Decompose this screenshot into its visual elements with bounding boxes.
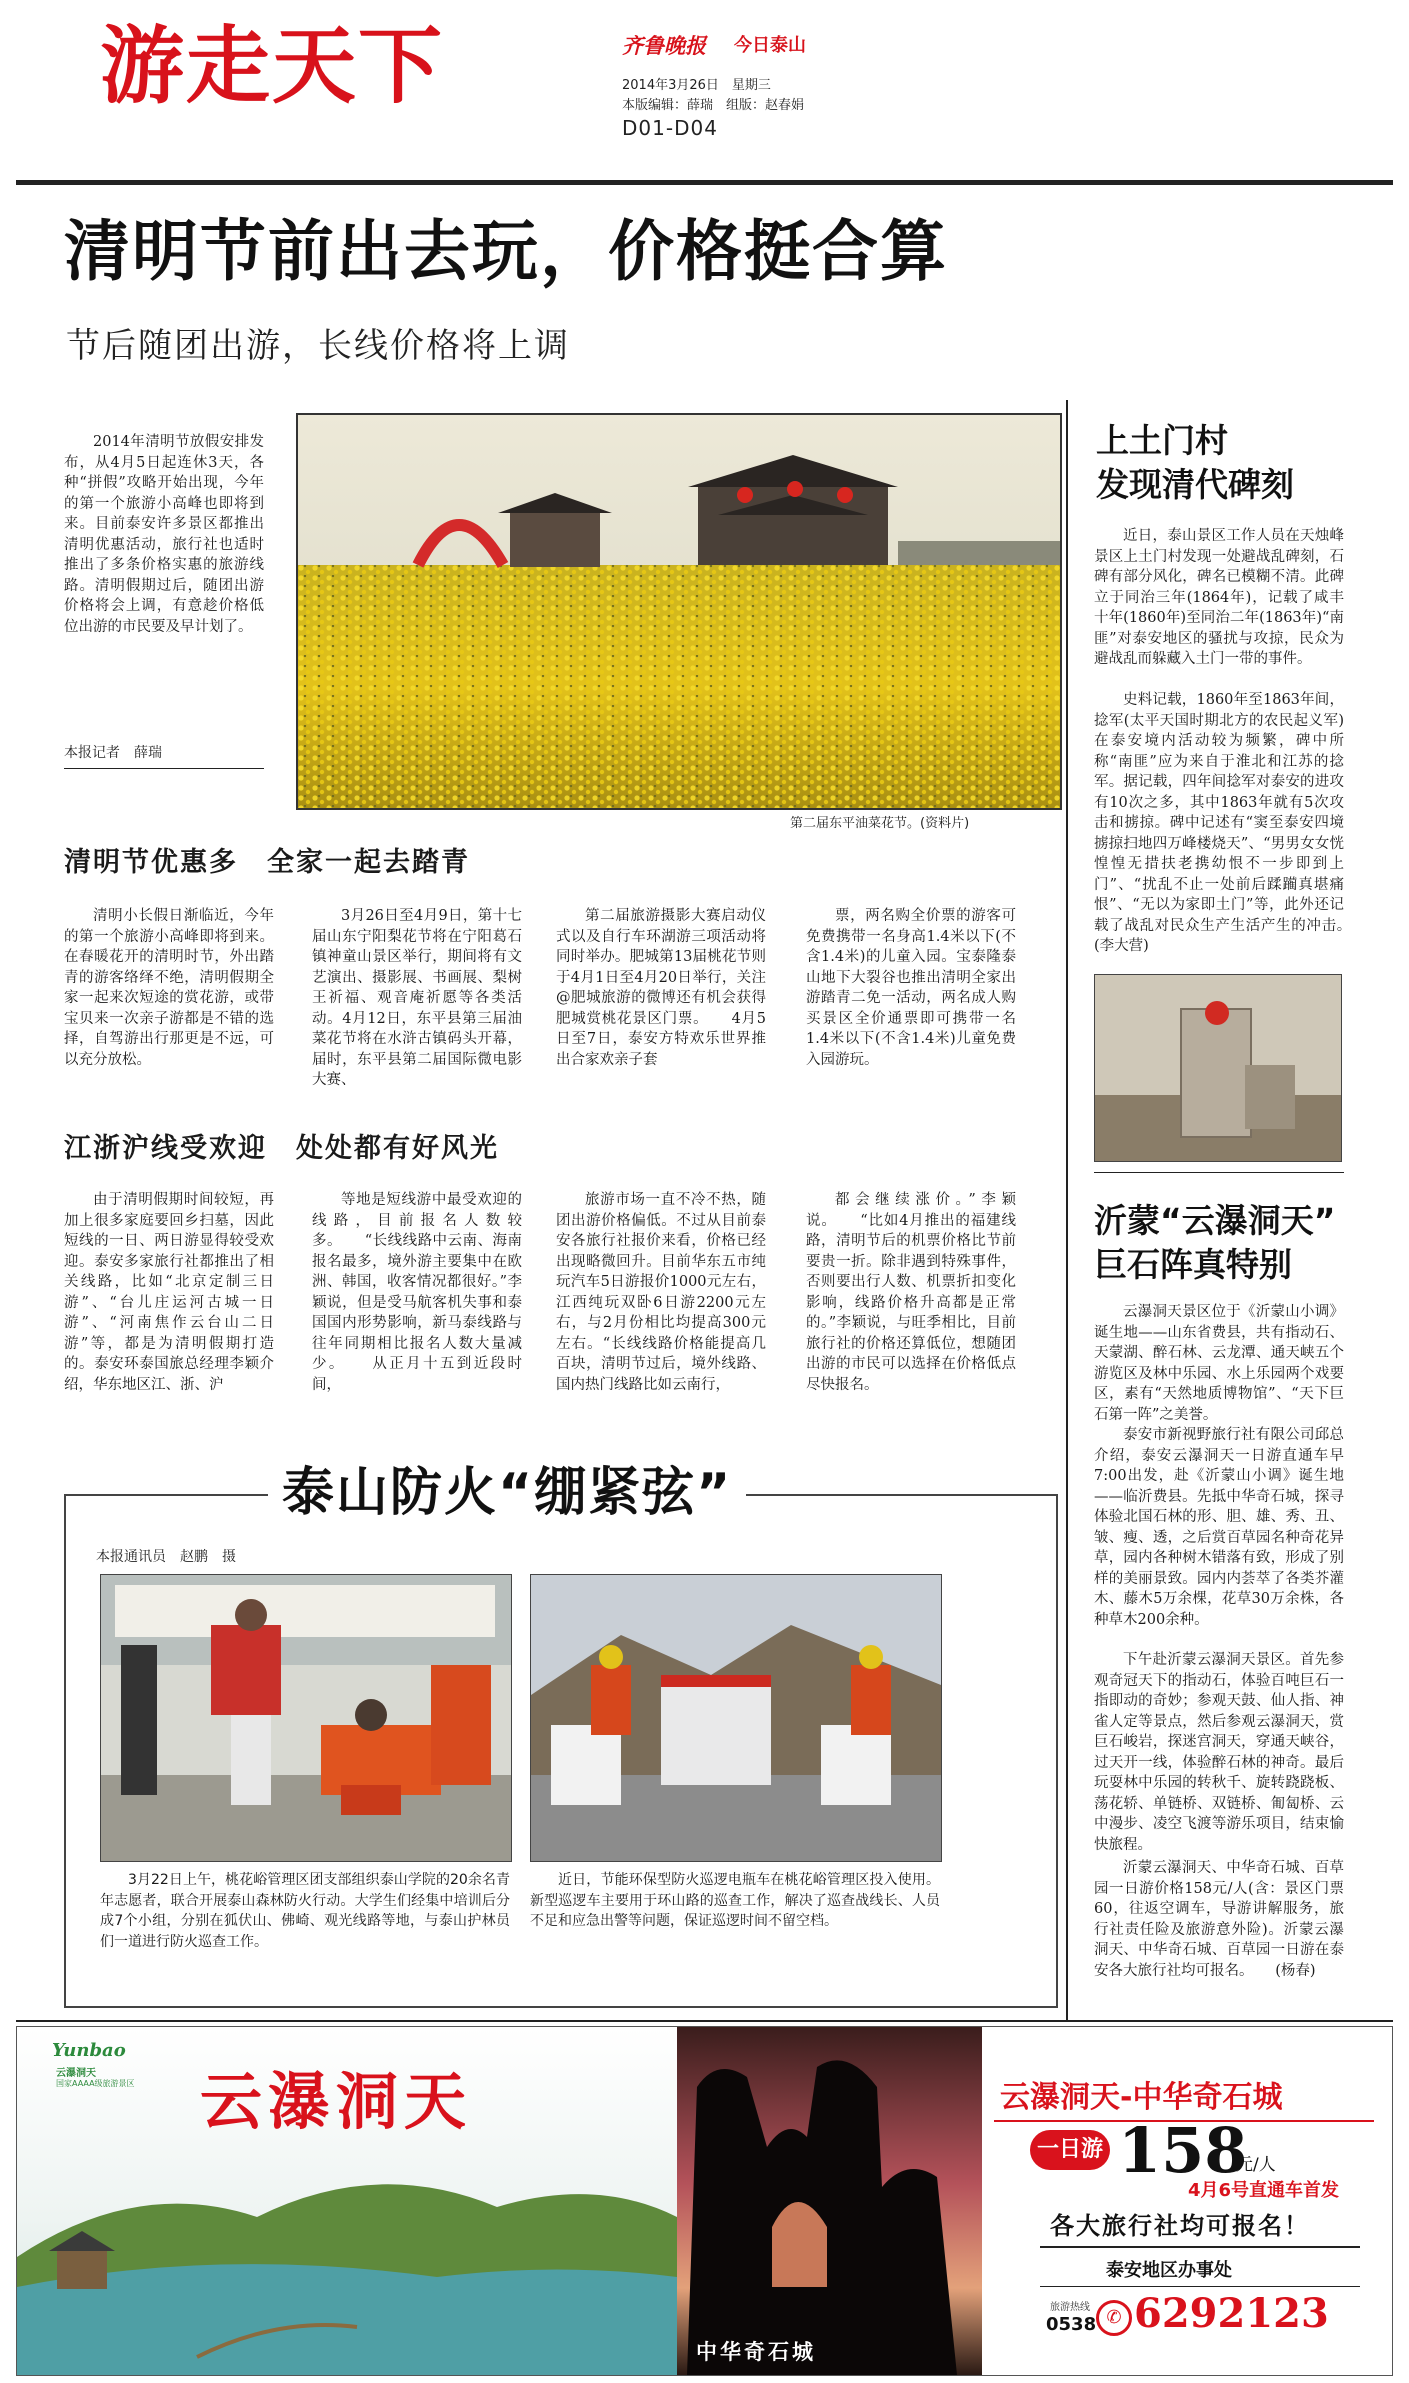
page-range: D01-D04 [622,116,718,140]
side1-paragraph2: 史料记载，1860年至1863年间，捻军(太平天国时期北方的农民起义军)在泰安境内活动较为频繁，碑中所称“南匪”应为来自于淮北和江苏的捻军。据记载，四年间捻军对泰安的进攻有10次之多，其中1863年就有5次攻击和掳掠。碑中记述有“窦至泰安四境掳掠扫地四万峰楼烧天”、“男男女女恍惶惶无措扶老携幼恨不一步即到上门”、“扰乱不止一处前后蹂躏真堪痛恨”、“无以为家即土门”等，此外还记载了战乱对民众生产生活产生的冲击。 (李大营) [1094,692,1359,954]
section2-heading: 江浙沪线受欢迎 处处都有好风光 [64,1133,499,1164]
ad-tour-badge: 一日游 [1030,2130,1110,2170]
ad-area-code: 0538 [1046,2314,1097,2335]
issue-date: 2014年3月26日 星期三 [622,78,771,93]
volunteers-graphic [101,1575,511,1861]
fire-caption-right: 近日，节能环保型防火巡逻电瓶车在桃花峪管理区投入使用。新型巡逻车主要用于环山路的巡查工作，解决了巡查战线长、人员不足和应急出警等问题，保证巡逻时间不留空档。 [530,1872,940,1929]
column-divider [1066,400,1068,2020]
fire-headline: 泰山防火“绷紧弦” [268,1456,746,1530]
ad-logo-text: Yunbao [52,2040,126,2061]
patrol-graphic [531,1575,941,1861]
side2-paragraph2: 泰安市新视野旅行社有限公司邱总介绍，泰安云瀑洞天一日游直通车早7:00出发，赴《沂蒙山小调》诞生地——临沂费县。先抵中华奇石城，探寻体验北国石林的形、胆、雄、秀、丑、皱、瘦、透，之后赏百草园名种奇花异草，园内各种树木错落有致，形成了别样的美丽景致。园内内荟萃了各类芥灌木、藤木5万余棵，花草30万余株，各种草木200余种。 [1094,1427,1344,1628]
canola-festival-photo [296,413,1062,810]
side2-paragraph4: 沂蒙云瀑洞天、中华奇石城、百草园一日游价格158元/人(含：景区门票60，往返空调车，导游讲解服务，旅行社责任险及旅游意外险)。沂蒙云瀑洞天、中华奇石城、百草园一日游在泰安各大旅行社均可报名。 (杨春) [1094,1860,1344,1979]
intro-rule [64,768,264,769]
lead-subheadline: 节后随团出游，长线价格将上调 [66,326,570,366]
paper-logo: 齐鲁晚报 [622,33,706,58]
ad-office: 泰安地区办事处 [1106,2260,1232,2281]
fire-caption-left: 3月22日上午，桃花峪管理区团支部组织泰山学院的20余名青年志愿者，联合开展泰山森林防火行动。大学生们经集中培训后分成7个小组，分别在狐伏山、佛崎、观光线路等地，与泰山护林员们一道进行防火巡查工作。 [100,1872,510,1950]
side2-paragraph1: 云瀑洞天景区位于《沂蒙山小调》诞生地——山东省费县，共有指动石、天蒙湖、醉石林、云龙潭、通天峡五个游览区及林中乐园、水上乐园两个戏要区，素有“天然地质博物馆”、“天下巨石第一阵”之美誉。 [1094,1304,1344,1423]
masthead-rule [16,180,1393,185]
lead-intro: 2014年清明节放假安排发布，从4月5日起连休3天，各种“拼假”攻略开始出现，今年的第一个旅游小高峰也即将到来。目前泰安许多景区都推出清明优惠活动，旅行社也适时推出了多条价格实惠的旅游线路。清明假期过后，随团出游价格将会上调，有意趁价格低位出游的市民要及早计划了。 [64,434,264,635]
volunteers-photo [100,1574,512,1862]
stele-graphic [1095,975,1341,1161]
phone-icon: ✆ [1096,2300,1132,2336]
ad-rock-graphic [677,2027,982,2375]
ad-price-unit: 元/人 [1236,2155,1276,2175]
section2-col1: 由于清明假期时间较短，再加上很多家庭要回乡扫墓，因此短线的一日、两日游显得较受欢迎。泰安多家旅行社都推出了相关线路，比如“北京定制三日游”、“台儿庄运河古城一日游”、“河南焦作云台山二日游”等，都是为清明假期打造的。泰安环泰国旅总经理李颖介绍，华东地区江、浙、沪 [64,1192,274,1393]
section-title: 游走天下 [100,17,445,115]
ad-rock-photo [677,2027,982,2375]
side1-heading-line2: 发现清代碑刻 [1096,465,1294,504]
lead-headline: 清明节前出去玩，价格挺合算 [64,213,948,290]
ad-rock-label: 中华奇石城 [696,2340,816,2364]
side-divider [1094,1172,1344,1173]
ad-price: 158 [1118,2114,1248,2187]
patrol-vehicles-photo [530,1574,942,1862]
canola-photo-caption: 第二届东平油菜花节。(资料片) [790,816,970,831]
ad-hotline-label: 旅游热线 [1050,2302,1090,2313]
canola-scene-graphic [298,415,1060,808]
ad-departure: 4月6号直通车首发 [1188,2180,1340,2201]
ad-brand-title: 云瀑洞天 [200,2065,473,2138]
editor-credits: 本版编辑：薛瑞 组版：赵春娟 [622,98,805,113]
ad-top-rule [16,2020,1393,2022]
side2-paragraph3: 下午赴沂蒙云瀑洞天景区。首先参观奇冠天下的指动石，体验百吨巨石一指即动的奇妙；参观天鼓、仙人指、神雀人定等景点，然后参观云瀑洞天，赏巨石峻岩，探迷宫洞天，穿通天峡谷，过天开一线，体验醉石林的神奇。最后玩耍林中乐园的转秋千、旋转跷跷板、荡花轿、单链桥、双链桥、匍匐桥、云中漫步、凌空飞渡等游乐项目，结束愉快旅程。 [1094,1652,1344,1853]
ad-logo-subtitle: 云瀑洞天 [56,2068,96,2079]
ad-divider [1040,2246,1360,2248]
ad-logo-rating: 国家AAAA级旅游景区 [56,2079,135,2088]
section2-col3: 旅游市场一直不冷不热，随团出游价格偏低。不过从目前泰安各旅行社报价来看，价格已经出现略微回升。目前华东五市纯玩汽车5日游报价1000元左右，江西纯玩双卧6日游2200元左右，与2月份相比均提高300元左右。“长线线路价格能提高几百块，清明节过后，境外线路、国内热门线路比如云南行， [556,1192,766,1393]
section1-col3: 第二届旅游摄影大赛启动仪式以及自行车环湖游三项活动将同时举办。肥城第13届桃花节则于4月1日至4月20日举行，关注@肥城旅游的微博还有机会获得肥城赏桃花景区门票。 4月5日至7日，泰安方特欢乐世界推出合家欢亲子套 [556,908,766,1068]
side1-heading-line1: 上土门村 [1096,421,1228,460]
edition-name: 今日泰山 [734,35,806,56]
section1-col2: 3月26日至4月9日，第十七届山东宁阳梨花节将在宁阳葛石镇神童山景区举行，期间将有文艺演出、摄影展、书画展、梨树王祈福、观音庵祈愿等各类活动。4月12日，东平县第三届油菜花节将在水浒古镇码头开幕，届时，东平县第二届国际微电影大赛、 [312,908,522,1088]
side1-paragraph1: 近日，泰山景区工作人员在天烛峰景区上土门村发现一处避战乱碑刻，石碑有部分风化，碑名已模糊不清。此碑立于同治三年(1864年)，记载了咸丰十年(1860年)至同治二年(1863年)“南匪”对泰安地区的骚扰与攻掠，民众为避战乱而躲藏入土门一带的事件。 [1094,528,1344,667]
side2-heading-line1: 沂蒙“云瀑洞天” [1094,1201,1336,1240]
side2-heading-line2: 巨石阵真特别 [1094,1245,1292,1284]
section1-col1: 清明小长假日渐临近，今年的第一个旅游小高峰即将到来。在春暖花开的清明时节，外出踏青的游客络绎不绝，清明假期全家一起来次短途的赏花游，或带宝贝来一次亲子游都是不错的选择，自驾游出行那更是不远，可以充分放松。 [64,908,274,1068]
ad-phone-number: 6292123 [1134,2290,1329,2337]
ad-signup: 各大旅行社均可报名！ [1050,2212,1310,2240]
section1-heading: 清明节优惠多 全家一起去踏青 [64,847,470,878]
section2-col4: 都会继续涨价。”李颖说。 “比如4月推出的福建线路，清明节后的机票价格比节前要贵一折。除非遇到特殊事件，否则要出行人数、机票折扣变化影响，线路价格升高都是正常的。”李颖说，与旺季相比，目前旅行社的价格还算低位，想随团出游的市民可以选择在价格低点尽快报名。 [806,1192,1016,1393]
ad-divider-2 [1040,2286,1360,2287]
lead-byline: 本报记者 薛瑞 [64,745,162,761]
stele-photo [1094,974,1342,1162]
section1-col4: 票，两名购全价票的游客可免费携带一名身高1.4米以下(不含1.4米)的儿童入园。宝泰隆泰山地下大裂谷也推出清明全家出游踏青二免一活动，两名成人购买景区全价通票即可携带一名1.4米以下(不含1.4米)儿童免费入园游玩。 [806,908,1016,1068]
ad-headline: 云瀑洞天-中华奇石城 [1000,2080,1283,2115]
section2-col2: 等地是短线游中最受欢迎的线路，目前报名人数较多。 “长线线路中云南、海南报名最多，境外游主要集中在欧洲、韩国，收客情况都很好。”李颖说，但是受马航客机失事和泰国国内形势影响，新马泰线路与往年同期相比报名人数大量减少。 从正月十五到近段时间， [312,1192,522,1393]
fire-byline: 本报通讯员 赵鹏 摄 [96,1549,236,1565]
